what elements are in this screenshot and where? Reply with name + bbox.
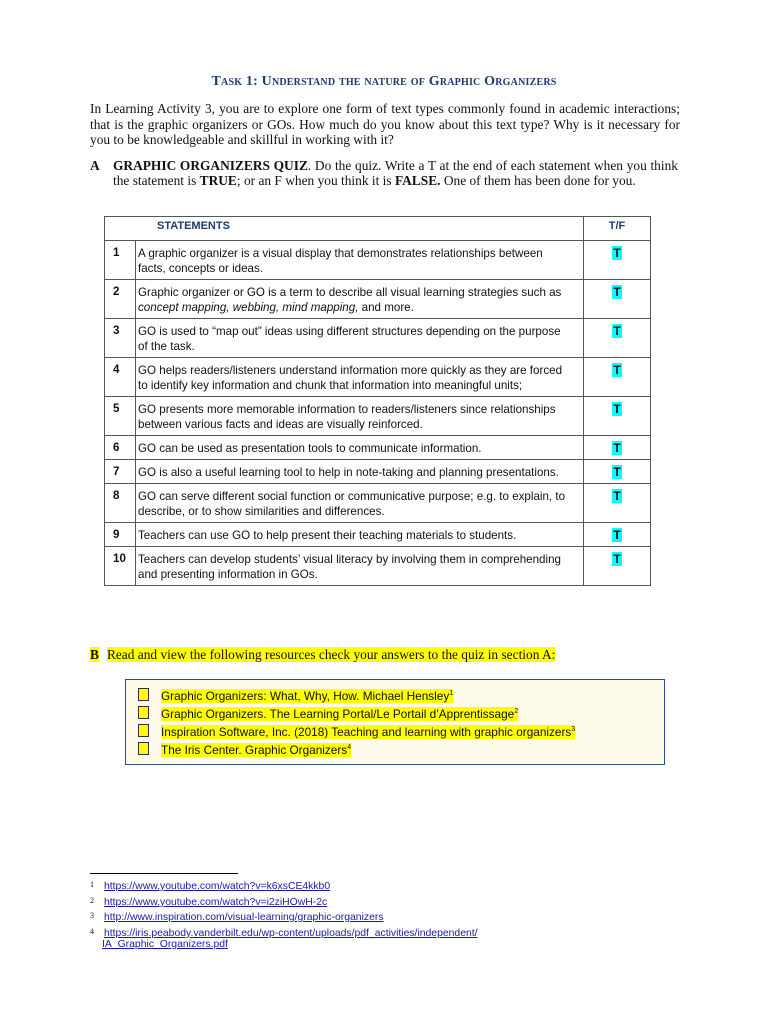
resource-link[interactable]: [161, 743, 351, 757]
bullet-box-icon: [138, 706, 149, 719]
section-b-label: B: [90, 647, 99, 662]
answer-mark: T: [613, 363, 621, 377]
resources-box: [125, 679, 665, 765]
table-header-row: [105, 217, 651, 241]
row-number: 10: [105, 547, 136, 586]
footnote-link[interactable]: https://iris.peabody.vanderbilt.edu/wp-content/uploads/pdf_activities/independent/: [104, 928, 478, 939]
resource-link[interactable]: [161, 707, 518, 721]
row-statement: [136, 280, 584, 319]
row-statement: A graphic organizer is a visual display that demonstrates relationships between facts, concepts or ideas.: [136, 241, 584, 280]
answer-mark: T: [613, 324, 621, 338]
row-statement: GO presents more memorable information to readers/listeners since relationships between various facts and ideas are visually reinforced.: [136, 397, 584, 436]
row-number: 2: [105, 280, 136, 319]
bullet-box-icon: [138, 688, 149, 701]
footnote-link[interactable]: http://www.inspiration.com/visual-learning/graphic-organizers: [104, 912, 384, 923]
row-number: 9: [105, 523, 136, 547]
answer-mark: T: [613, 528, 621, 542]
footnote-link[interactable]: https://www.youtube.com/watch?v=k6xsCE4kkb0: [104, 881, 331, 892]
row-statement: GO can serve different social function or communicative purpose; e.g. to explain, to describe, or to show similarities and differences.: [136, 484, 584, 523]
resource-link[interactable]: [161, 725, 575, 739]
section-b-text: Read and view the following resources check your answers to the quiz in section A:: [106, 647, 556, 662]
bullet-box-icon: [138, 742, 149, 755]
row-number: 4: [105, 358, 136, 397]
footnote: [90, 927, 478, 950]
row-answer-cell: [584, 460, 651, 484]
statement-italic: concept mapping, webbing, mind mapping,: [138, 301, 359, 314]
row-answer-cell: [584, 436, 651, 460]
table-row: [105, 397, 651, 436]
resource-link[interactable]: [161, 689, 453, 703]
section-a-instructions: [113, 158, 678, 189]
answer-mark: T: [613, 402, 621, 416]
resource-item[interactable]: [138, 724, 575, 742]
quiz-heading: GRAPHIC ORGANIZERS QUIZ: [113, 158, 308, 173]
footnote-number: 4: [90, 927, 94, 936]
footnote: [90, 880, 330, 892]
answer-mark: T: [613, 285, 621, 299]
resource-item[interactable]: [138, 706, 518, 724]
table-row: [105, 484, 651, 523]
header-statements: STATEMENTS: [105, 217, 584, 241]
statement-part-a: Graphic organizer or GO is a term to describe all visual learning strategies such as: [138, 286, 562, 299]
table-row: [105, 280, 651, 319]
answer-mark: T: [613, 552, 621, 566]
row-answer-cell: [584, 241, 651, 280]
footnote: [90, 896, 327, 908]
row-number: 5: [105, 397, 136, 436]
footnote-ref[interactable]: 2: [514, 708, 519, 716]
table-row: [105, 523, 651, 547]
row-statement: Teachers can use GO to help present their teaching materials to students.: [136, 523, 584, 547]
header-tf: T/F: [584, 217, 651, 241]
footnote: [90, 911, 384, 923]
footnote-divider: [90, 873, 238, 874]
footnote-link-continued[interactable]: IA_Graphic_Organizers.pdf: [102, 939, 228, 950]
instruction-text-2: ; or an F when you think it is: [236, 173, 395, 189]
instruction-text-3: One of them has been done for you.: [440, 173, 636, 189]
table-row: [105, 358, 651, 397]
row-answer-cell: [584, 523, 651, 547]
answer-mark: T: [613, 441, 621, 455]
answer-mark: T: [613, 489, 621, 503]
intro-paragraph: In Learning Activity 3, you are to explore one form of text types commonly found in academic interactions; that is the graphic organizers or GOs. How much do you know about this text type? Why is it necessary for you to be knowledgeable and skillful in working with it?: [90, 101, 680, 148]
page-title: Task 1: Understand the nature of Graphic Organizers: [211, 74, 557, 89]
row-number: 3: [105, 319, 136, 358]
footnote-number: 1: [90, 880, 94, 889]
row-answer-cell: [584, 484, 651, 523]
section-b: [90, 647, 555, 663]
table-row: [105, 241, 651, 280]
footnote-number: 2: [90, 896, 94, 905]
row-answer-cell: [584, 280, 651, 319]
resource-text: Graphic Organizers: What, Why, How. Michael Hensley: [161, 689, 450, 703]
footnote-ref[interactable]: 3: [571, 726, 576, 734]
table-row: [105, 319, 651, 358]
row-number: 6: [105, 436, 136, 460]
row-statement: GO helps readers/listeners understand information more quickly as they are forced to identify key information and chunk that information into meaningful units;: [136, 358, 584, 397]
row-statement: GO is also a useful learning tool to help in note-taking and planning presentations.: [136, 460, 584, 484]
resource-text: Inspiration Software, Inc. (2018) Teaching and learning with graphic organizers: [161, 725, 572, 739]
quiz-table: [104, 216, 651, 586]
row-number: 8: [105, 484, 136, 523]
footnote-ref[interactable]: 1: [449, 690, 454, 698]
section-a-label: A: [90, 158, 100, 173]
row-answer-cell: [584, 358, 651, 397]
answer-mark: T: [613, 465, 621, 479]
row-statement: GO can be used as presentation tools to communicate information.: [136, 436, 584, 460]
row-answer-cell: [584, 547, 651, 586]
row-number: 7: [105, 460, 136, 484]
resource-item[interactable]: [138, 688, 453, 706]
bullet-box-icon: [138, 724, 149, 737]
instruction-text-1: . Do the quiz. Write a T at the end of each statement when you think the statement is: [113, 158, 678, 189]
resource-text: Graphic Organizers. The Learning Portal/Le Portail d’Apprentissage: [161, 707, 515, 721]
footnote-link[interactable]: https://www.youtube.com/watch?v=i2ziHOwH-2c: [104, 897, 328, 908]
row-answer-cell: [584, 397, 651, 436]
true-word: TRUE: [199, 173, 237, 189]
row-number: 1: [105, 241, 136, 280]
footnote-ref[interactable]: 4: [347, 744, 352, 752]
table-row: [105, 436, 651, 460]
resource-text: The Iris Center. Graphic Organizers: [161, 743, 348, 757]
row-statement: Teachers can develop students’ visual literacy by involving them in comprehending and presenting information in GOs.: [136, 547, 584, 586]
table-row: [105, 460, 651, 484]
footnote-number: 3: [90, 911, 94, 920]
statement-part-b: and more.: [358, 301, 414, 314]
row-answer-cell: [584, 319, 651, 358]
false-word: FALSE.: [394, 173, 441, 189]
row-statement: GO is used to “map out” ideas using different structures depending on the purpose of the task.: [136, 319, 584, 358]
answer-mark: T: [613, 246, 621, 260]
table-row: [105, 547, 651, 586]
resource-item[interactable]: [138, 742, 351, 760]
